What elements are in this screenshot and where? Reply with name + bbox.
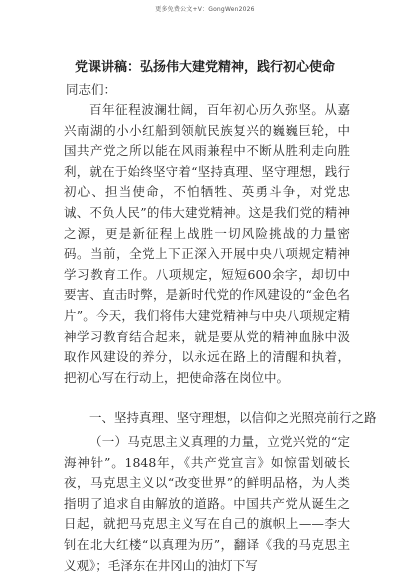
paragraph: 百年征程波澜壮阔，百年初心历久弥坚。从嘉兴南湖的小小红船到领航民族复兴的巍巍巨轮，中国共产党之所以能在风雨兼程中不断从胜利走向胜利，就在于始终坚守着“坚持真理、坚守理想，践行初心、担当使命，不怕牺牲、英勇斗争，对党忠诚、不负人民”的伟大建党精神。这是我们党的精神之源，更是新征程上战胜一切风险挑战的力量密码。当前，全党上下正深入开展中央八项规定精神学习教育工作。八项规定，短短600余字，却切中要害、直击时弊，是新时代党的作风建设的“金色名片”。今天，我们将伟大建党精神与中央八项规定精神学习教育结合起来，就是要从党的精神血脉中汲取作风建设的养分，以永远在路上的清醒和执着，把初心写在行动上，把使命落在岗位中。 [64, 102, 350, 385]
header-note: 更多免费公文+V：GongWen2026 [155, 6, 255, 13]
section-body [64, 432, 350, 576]
body-text [64, 100, 350, 388]
salutation: 同志们： [66, 82, 117, 97]
paragraph: （一）马克思主义真理的力量，立党兴党的“定海神针”。1848年，《共产党宣言》如惊雷划破长夜，马克思主义以“改变世界”的鲜明品格，为人类指明了追求自由解放的道路。中国共产党从诞生之日起，就把马克思主义写在自己的旗帜上——李大钊在北大红楼“以真理为历”，翻译《我的马克思主义观》；毛泽东在井冈山的油灯下写 [64, 434, 350, 573]
document-title: 党课讲稿：弘扬伟大建党精神，践行初心使命 [74, 60, 335, 75]
section-heading: 一、坚持真理、坚守理想，以信仰之光照亮前行之路 [89, 410, 377, 425]
